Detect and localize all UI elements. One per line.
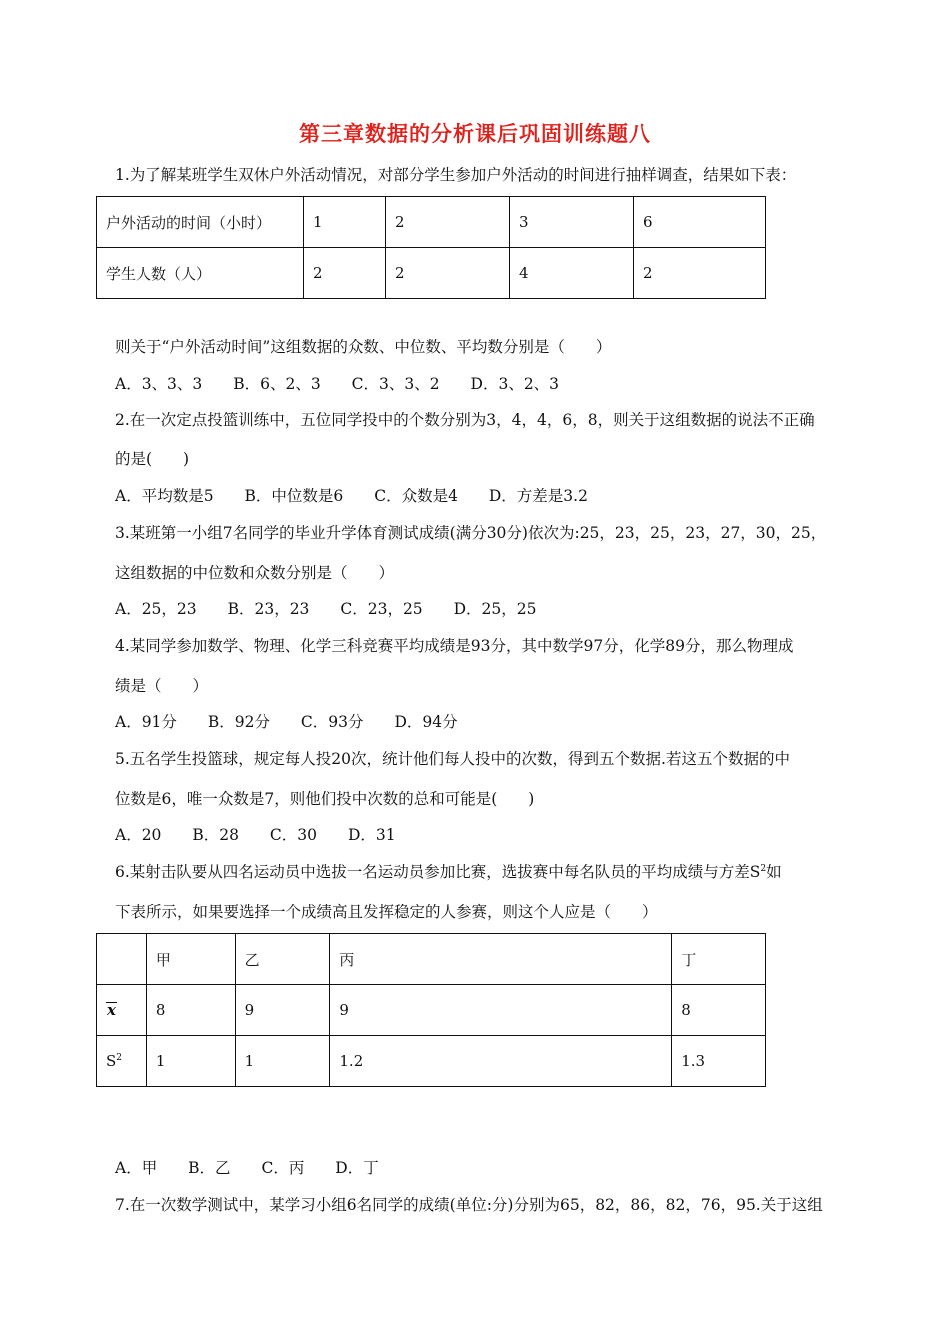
table-cell: 2 bbox=[386, 248, 510, 299]
q3-line2: 这组数据的中位数和众数分别是（ ） bbox=[115, 564, 395, 582]
table-cell: 1 bbox=[304, 197, 386, 248]
q5-options bbox=[115, 823, 422, 845]
option-c: C．3、3、2 bbox=[351, 375, 440, 393]
q4-line2: 绩是（ ） bbox=[115, 677, 209, 695]
q4-line1: 4.某同学参加数学、物理、化学三科竞赛平均成绩是93分，其中数学97分，化学89分，那么物理成 bbox=[115, 637, 794, 655]
option-b: B．6、2、3 bbox=[233, 375, 321, 393]
table-cell: 2 bbox=[634, 248, 766, 299]
option-a: A．平均数是5 bbox=[115, 487, 214, 505]
variance-symbol: S bbox=[106, 1052, 117, 1070]
option-b: B．23，23 bbox=[227, 600, 310, 618]
option-b: B．92分 bbox=[207, 713, 270, 731]
q6-line1-tail: 如 bbox=[766, 863, 782, 881]
variance-sup: 2 bbox=[116, 1053, 123, 1063]
option-c: C．众数是4 bbox=[374, 487, 458, 505]
table-row bbox=[97, 248, 766, 299]
table-cell: 乙 bbox=[235, 934, 330, 985]
option-d: D．3、2、3 bbox=[470, 375, 560, 393]
table-cell: 1.2 bbox=[330, 1036, 672, 1087]
mean-symbol: x bbox=[107, 1001, 116, 1019]
option-c: C．30 bbox=[269, 826, 318, 844]
table-cell: 2 bbox=[386, 197, 510, 248]
table-cell: 丙 bbox=[330, 934, 672, 985]
q2-options bbox=[115, 484, 614, 506]
q3-line1: 3.某班第一小组7名同学的毕业升学体育测试成绩(满分30分)依次为:25，23，25，23，27，30，25， bbox=[115, 524, 827, 542]
table-cell: 1.3 bbox=[672, 1036, 766, 1087]
option-c: C．丙 bbox=[261, 1159, 305, 1177]
table-cell: 8 bbox=[672, 985, 766, 1036]
q5-line1: 5.五名学生投篮球，规定每人投20次，统计他们每人投中的次数，得到五个数据.若这五个数据的中 bbox=[115, 750, 790, 768]
table-cell: 丁 bbox=[672, 934, 766, 985]
option-d: D．方差是3.2 bbox=[488, 487, 588, 505]
table-cell: 户外活动的时间（小时） bbox=[97, 197, 304, 248]
table-cell: 6 bbox=[634, 197, 766, 248]
table-cell: 8 bbox=[146, 985, 235, 1036]
table-cell: 2 bbox=[304, 248, 386, 299]
q2-line2: 的是( ) bbox=[115, 450, 190, 468]
q2-line1: 2.在一次定点投篮训练中，五位同学投中的个数分别为3，4，4，6，8，则关于这组数据的说法不正确 bbox=[115, 411, 815, 429]
page-title: 第三章数据的分析课后巩固训练题八 bbox=[299, 122, 651, 146]
q5-line2: 位数是6，唯一众数是7，则他们投中次数的总和可能是( ) bbox=[115, 790, 535, 808]
table-cell: 1 bbox=[235, 1036, 330, 1087]
q6-line1-sup: 2 bbox=[760, 863, 767, 874]
option-a: A．25，23 bbox=[115, 600, 197, 618]
table-cell: 9 bbox=[330, 985, 672, 1036]
table-cell: 9 bbox=[235, 985, 330, 1036]
q3-options bbox=[115, 597, 562, 619]
q1-options bbox=[115, 372, 585, 394]
table-cell bbox=[97, 934, 147, 985]
q1-question: 则关于“户外活动时间”这组数据的众数、中位数、平均数分别是（ ） bbox=[115, 338, 612, 356]
option-c: C．23，25 bbox=[340, 600, 423, 618]
option-a: A．91分 bbox=[115, 713, 177, 731]
table-cell: 甲 bbox=[146, 934, 235, 985]
q6-line1 bbox=[115, 860, 782, 882]
q1-text: 1.为了解某班学生双休户外活动情况，对部分学生参加户外活动的时间进行抽样调查，结果如下表： bbox=[115, 166, 797, 184]
option-d: D．丁 bbox=[335, 1159, 379, 1177]
table-cell: 3 bbox=[510, 197, 634, 248]
option-a: A．20 bbox=[115, 826, 162, 844]
table-cell: 1 bbox=[146, 1036, 235, 1087]
table-row bbox=[97, 934, 766, 985]
option-d: D．25，25 bbox=[453, 600, 537, 618]
q6-line2: 下表所示，如果要选择一个成绩高且发挥稳定的人参赛，则这个人应是（ ） bbox=[115, 903, 658, 921]
q7-line1: 7.在一次数学测试中，某学习小组6名同学的成绩(单位:分)分别为65，82，86，82，76，95.关于这组 bbox=[115, 1196, 823, 1214]
option-c: C．93分 bbox=[300, 713, 364, 731]
table-row bbox=[97, 985, 766, 1036]
option-b: B．中位数是6 bbox=[244, 487, 344, 505]
table-cell bbox=[97, 985, 147, 1036]
option-d: D．31 bbox=[347, 826, 396, 844]
option-a: A．3、3、3 bbox=[115, 375, 203, 393]
table-row bbox=[97, 197, 766, 248]
table-cell bbox=[97, 1036, 147, 1087]
table-cell: 学生人数（人） bbox=[97, 248, 304, 299]
option-b: B．28 bbox=[192, 826, 239, 844]
table-row bbox=[97, 1036, 766, 1087]
q6-line1-text: 6.某射击队要从四名运动员中选拔一名运动员参加比赛，选拔赛中每名队员的平均成绩与方差S bbox=[115, 863, 761, 881]
option-b: B．乙 bbox=[188, 1159, 231, 1177]
q4-options bbox=[115, 710, 484, 732]
option-d: D．94分 bbox=[394, 713, 458, 731]
q1-table bbox=[96, 196, 766, 299]
q6-options bbox=[115, 1156, 405, 1178]
table-cell: 4 bbox=[510, 248, 634, 299]
q6-table bbox=[96, 933, 766, 1087]
option-a: A．甲 bbox=[115, 1159, 158, 1177]
